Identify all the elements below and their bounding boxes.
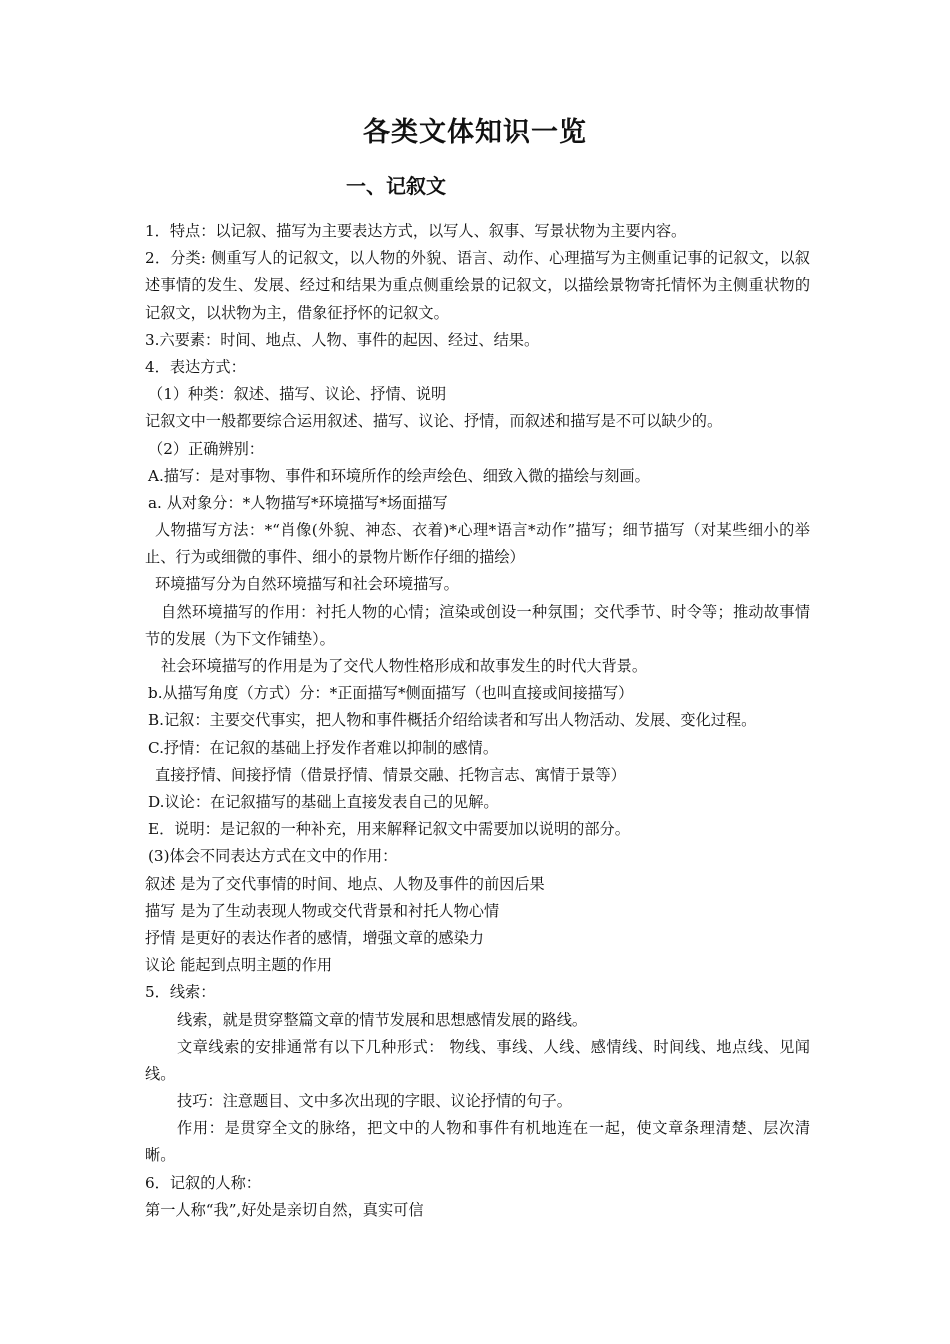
document-body — [145, 218, 810, 1224]
paragraph-roles: (3)体会不同表达方式在文中的作用： — [148, 847, 398, 866]
paragraph-person: 6．记叙的人称： — [145, 1173, 261, 1192]
paragraph-features: 1．特点：以记叙、描写为主要表达方式，以写人、叙事、写景状物为主要内容。 — [145, 222, 687, 240]
paragraph-first-person: 第一人称“我”,好处是亲切自然，真实可信 — [145, 1200, 424, 1219]
paragraph-lyric-types: 直接抒情、间接抒情（借景抒情、情景交融、托物言志、寓情于景等） — [155, 765, 626, 784]
paragraph-description: A.描写：是对事物、事件和环境所作的绘声绘色、细致入微的描绘与刻画。 — [148, 466, 650, 485]
paragraph-classification: 2．分类: 侧重写人的记叙文，以人物的外貌、语言、动作、心理描写为主侧重记事的记叙文，以叙述事情的发生、发展、经过和结果为重点侧重绘景的记叙文，以描绘景物寄托情怀为主侧重状物的记叙文，以状物为主，借象征抒怀的记叙文。 — [145, 249, 810, 322]
paragraph-role-argument: 议论 能起到点明主题的作用 — [145, 956, 333, 975]
paragraph-lyric: C.抒情：在记叙的基础上抒发作者难以抑制的感情。 — [148, 738, 499, 757]
paragraph-identify: （2）正确辨别： — [148, 439, 264, 458]
paragraph-clue-function: 作用：是贯穿全文的脉络，把文中的人物和事件有机地连在一起，使文章条理清楚、层次清晰。 — [145, 1119, 810, 1165]
paragraph-role-description: 描写 是为了生动表现人物或交代背景和衬托人物心情 — [145, 901, 500, 920]
paragraph-explanation: E．说明：是记叙的一种补充，用来解释记叙文中需要加以说明的部分。 — [148, 820, 630, 839]
section-heading: 一、记叙文 — [346, 174, 446, 198]
paragraph-role-lyric: 抒情 是更好的表达作者的感情，增强文章的感染力 — [145, 928, 484, 947]
paragraph-social-environment: 社会环境描写的作用是为了交代人物性格形成和故事发生的时代大背景。 — [161, 657, 647, 676]
paragraph-by-object: a. 从对象分：*人物描写*环境描写*场面描写 — [148, 493, 448, 512]
paragraph-role-narration: 叙述 是为了交代事情的时间、地点、人物及事件的前因后果 — [145, 874, 545, 893]
paragraph-environment: 环境描写分为自然环境描写和社会环境描写。 — [155, 575, 459, 594]
paragraph-clue-tips: 技巧：注意题目、文中多次出现的字眼、议论抒情的句子。 — [177, 1092, 572, 1111]
paragraph-clue-forms: 文章线索的安排通常有以下几种形式： 物线、事线、人线、感情线、时间线、地点线、见闻线。 — [145, 1037, 810, 1083]
paragraph-narration: B.记叙：主要交代事实，把人物和事件概括介绍给读者和写出人物活动、发展、变化过程。 — [148, 711, 757, 730]
paragraph-types: （1）种类：叙述、描写、议论、抒情、说明 — [148, 385, 447, 404]
paragraph-types-note: 记叙文中一般都要综合运用叙述、描写、议论、抒情，而叙述和描写是不可以缺少的。 — [145, 412, 723, 431]
paragraph-clue-definition: 线索，就是贯穿整篇文章的情节发展和思想感情发展的路线。 — [177, 1010, 588, 1029]
paragraph-expression-methods: 4．表达方式： — [145, 357, 246, 376]
paragraph-clue: 5．线索： — [145, 983, 216, 1002]
paragraph-six-elements: 3.六要素：时间、地点、人物、事件的起因、经过、结果。 — [145, 330, 540, 349]
paragraph-by-angle: b.从描写角度（方式）分：*正面描写*侧面描写（也叫直接或间接描写） — [148, 684, 634, 703]
paragraph-natural-environment: 自然环境描写的作用：衬托人物的心情；渲染或创设一种氛围；交代季节、时令等；推动故事情节的发展（为下文作铺垫）。 — [145, 602, 810, 648]
paragraph-character-description: 人物描写方法：*“肖像(外貌、神态、衣着)*心理*语言*动作”描写；细节描写（对某些细小的举止、行为或细微的事件、细小的景物片断作仔细的描绘） — [145, 521, 810, 567]
document-title: 各类文体知识一览 — [363, 117, 587, 148]
paragraph-argument: D.议论：在记叙描写的基础上直接发表自己的见解。 — [148, 793, 499, 811]
